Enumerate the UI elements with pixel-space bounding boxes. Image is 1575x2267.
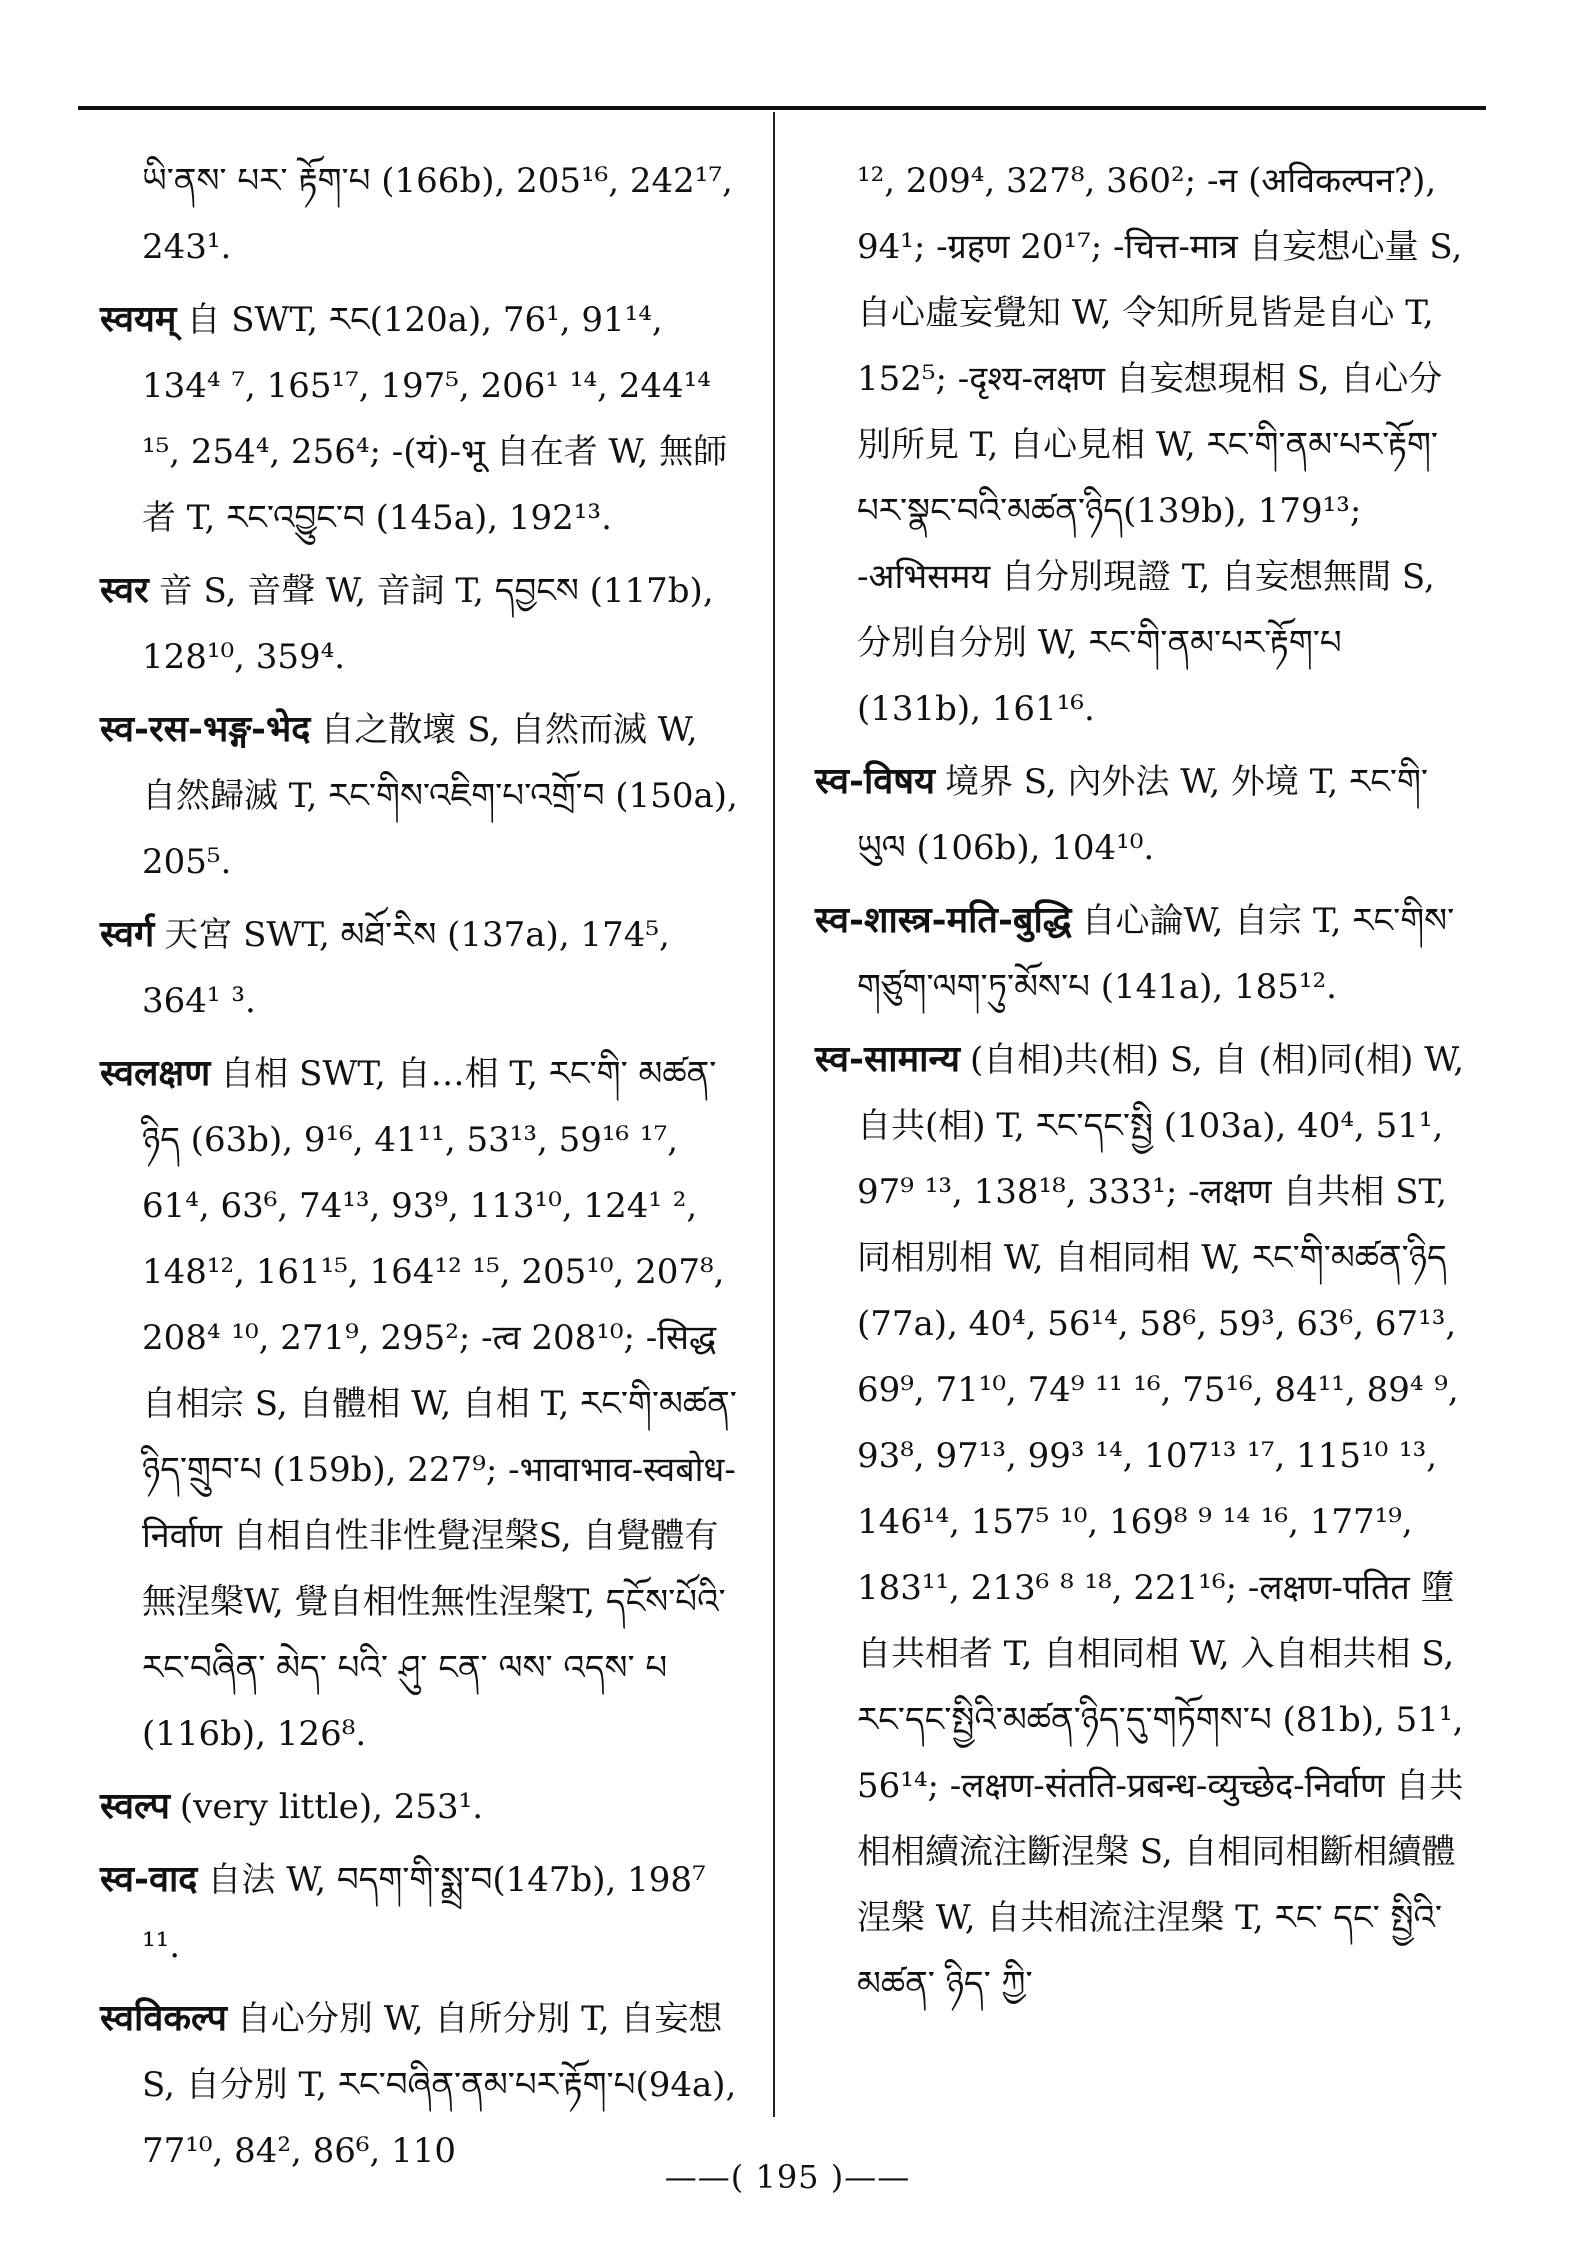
dictionary-entry bbox=[815, 887, 1465, 1020]
dictionary-entry bbox=[100, 1985, 740, 2184]
headword: स्व-सामान्य bbox=[815, 1038, 960, 1080]
headword: स्व-वाद bbox=[100, 1858, 198, 1900]
headword: स्वलक्षण bbox=[100, 1052, 211, 1094]
dictionary-entry bbox=[100, 557, 740, 690]
headword: स्वविकल्प bbox=[100, 1997, 227, 2039]
dictionary-entry bbox=[100, 901, 740, 1034]
dictionary-entry bbox=[100, 286, 740, 551]
entry-text: 天宮 SWT, མཐོ་རིས (137a), 174⁵, 364¹ ³. bbox=[142, 915, 670, 1021]
entry-text: 自相 SWT, 自…相 T, རང་གི་ མཚན་ ཉིད (63b), 9¹⁶, 41¹¹, 53¹³, 59¹⁶ ¹⁷, 61⁴, 63⁶, 74¹³, 93⁹, 113¹⁰, 124¹ ², 148¹², 161¹⁵, 164¹² ¹⁵, 205¹⁰, 207⁸, 208⁴ ¹⁰, 271⁹, 295²; -त्व 208¹⁰; -सिद्ध 自相宗 S, 自體相 W, 自相 T, རང་གི་མཚན་ཉིད་གྲུབ་པ (159b), 227⁹; -भावाभाव-स्वबोध-निर्वाण 自相自性非性覺涅槃S, 自覺體有無涅槃W, 覺自相性無性涅槃T, དངོས་པོའི་ རང་བཞིན་ མེད་ པའི་ ཤུ་ ངན་ ལས་ འདས་ པ (116b), 126⁸. bbox=[142, 1054, 737, 1754]
dictionary-entry bbox=[100, 1773, 740, 1840]
entry-text: ཡི་ནས་ པར་ རྟོག་པ (166b), 205¹⁶, 242¹⁷, 243¹. bbox=[142, 161, 733, 267]
top-rule bbox=[78, 106, 1486, 110]
entry-text: 境界 S, 內外法 W, 外境 T, རང་གི་ཡུལ (106b), 104¹⁰. bbox=[857, 762, 1429, 868]
left-column bbox=[100, 148, 740, 2190]
entry-text: 自法 W, བདག་གི་སྨྲ་བ(147b), 198⁷ ¹¹. bbox=[142, 1860, 706, 1966]
headword: स्व-विषय bbox=[815, 760, 935, 802]
dictionary-entry bbox=[815, 748, 1465, 881]
column-divider bbox=[773, 112, 775, 2117]
headword: स्व-शास्त्र-मति-बुद्धि bbox=[815, 899, 1072, 941]
entry-text: 音 S, 音聲 W, 音詞 T, དབྱངས (117b), 128¹⁰, 359⁴. bbox=[142, 571, 714, 677]
headword: स्व-रस-भङ्ग-भेद bbox=[100, 708, 311, 750]
entry-text: (自相)共(相) S, 自 (相)同(相) W, 自共(相) T, རང་དང་སྤྱི (103a), 40⁴, 51¹, 97⁹ ¹³, 138¹⁸, 333¹; -लक्षण 自共相 ST, 同相別相 W, 自相同相 W, རང་གི་མཚན་ཉིད (77a), 40⁴, 56¹⁴, 58⁶, 59³, 63⁶, 67¹³, 69⁹, 71¹⁰, 74⁹ ¹¹ ¹⁶, 75¹⁶, 84¹¹, 89⁴ ⁹, 93⁸, 97¹³, 99³ ¹⁴, 107¹³ ¹⁷, 115¹⁰ ¹³, 146¹⁴, 157⁵ ¹⁰, 169⁸ ⁹ ¹⁴ ¹⁶, 177¹⁹, 183¹¹, 213⁶ ⁸ ¹⁸, 221¹⁶; -लक्षण-पतित 墮自共相者 T, 自相同相 W, 入自相共相 S, རང་དང་སྤྱིའི་མཚན་ཉིད་དུ་གཏོགས་པ (81b), 51¹, 56¹⁴; -लक्षण-संतति-प्रबन्ध-व्युच्छेद-निर्वाण 自共相相續流注斷涅槃 S, 自相同相斷相續體涅槃 W, 自共相流注涅槃 T, རང་ དང་ སྤྱིའི་ མཚན་ ཉིད་ ཀྱི་ bbox=[857, 1040, 1465, 2004]
entry-text: 自心分別 W, 自所分別 T, 自妄想 S, 自分別 T, རང་བཞིན་ནམ་པར་རྟོག་པ(94a), 77¹⁰, 84², 86⁶, 110 bbox=[142, 1999, 737, 2171]
dictionary-entry bbox=[815, 148, 1465, 742]
entry-text: ¹², 209⁴, 327⁸, 360²; -न (अविकल्पन?), 94¹; -ग्रहण 20¹⁷; -चित्त-मात्र 自妄想心量 S, 自心虛妄覺知 W, 令知所見皆是自心 T, 152⁵; -दृश्य-लक्षण 自妄想現相 S, 自心分別所見 T, 自心見相 W, རང་གི་ནམ་པར་རྟོག་པར་སྣང་བའི་མཚན་ཉིད(139b), 179¹³; -अभिसमय 自分別現證 T, 自妄想無間 S, 分別自分別 W, རང་གི་ནམ་པར་རྟོག་པ (131b), 161¹⁶. bbox=[857, 161, 1463, 729]
page-number: ——( 195 )—— bbox=[664, 2158, 911, 2196]
entry-text: (very little), 253¹. bbox=[179, 1787, 484, 1827]
entry-text: 自之散壞 S, 自然而滅 W, 自然歸滅 T, རང་གིས་འཇིག་པ་འགྲོ་བ (150a), 205⁵. bbox=[142, 710, 738, 882]
headword: स्वर्ग bbox=[100, 913, 155, 955]
right-column bbox=[815, 148, 1465, 2023]
headword: स्वर bbox=[100, 569, 149, 611]
headword: स्वयम् bbox=[100, 298, 177, 340]
dictionary-entry bbox=[100, 1040, 740, 1767]
headword: स्वल्प bbox=[100, 1785, 170, 1827]
dictionary-entry bbox=[100, 1846, 740, 1979]
entry-text: 自心論W, 自宗 T, རང་གིས་གཙུག་ལག་ཏུ་མོས་པ (141a), 185¹². bbox=[857, 901, 1455, 1007]
dictionary-entry bbox=[815, 1026, 1465, 2017]
dictionary-entry bbox=[100, 148, 740, 280]
entry-text: 自 SWT, རང(120a), 76¹, 91¹⁴, 134⁴ ⁷, 165¹⁷, 197⁵, 206¹ ¹⁴, 244¹⁴ ¹⁵, 254⁴, 256⁴; -(यं)-भू 自在者 W, 無師者 T, རང་འབྱུང་བ (145a), 192¹³. bbox=[142, 300, 728, 538]
dictionary-entry bbox=[100, 696, 740, 895]
